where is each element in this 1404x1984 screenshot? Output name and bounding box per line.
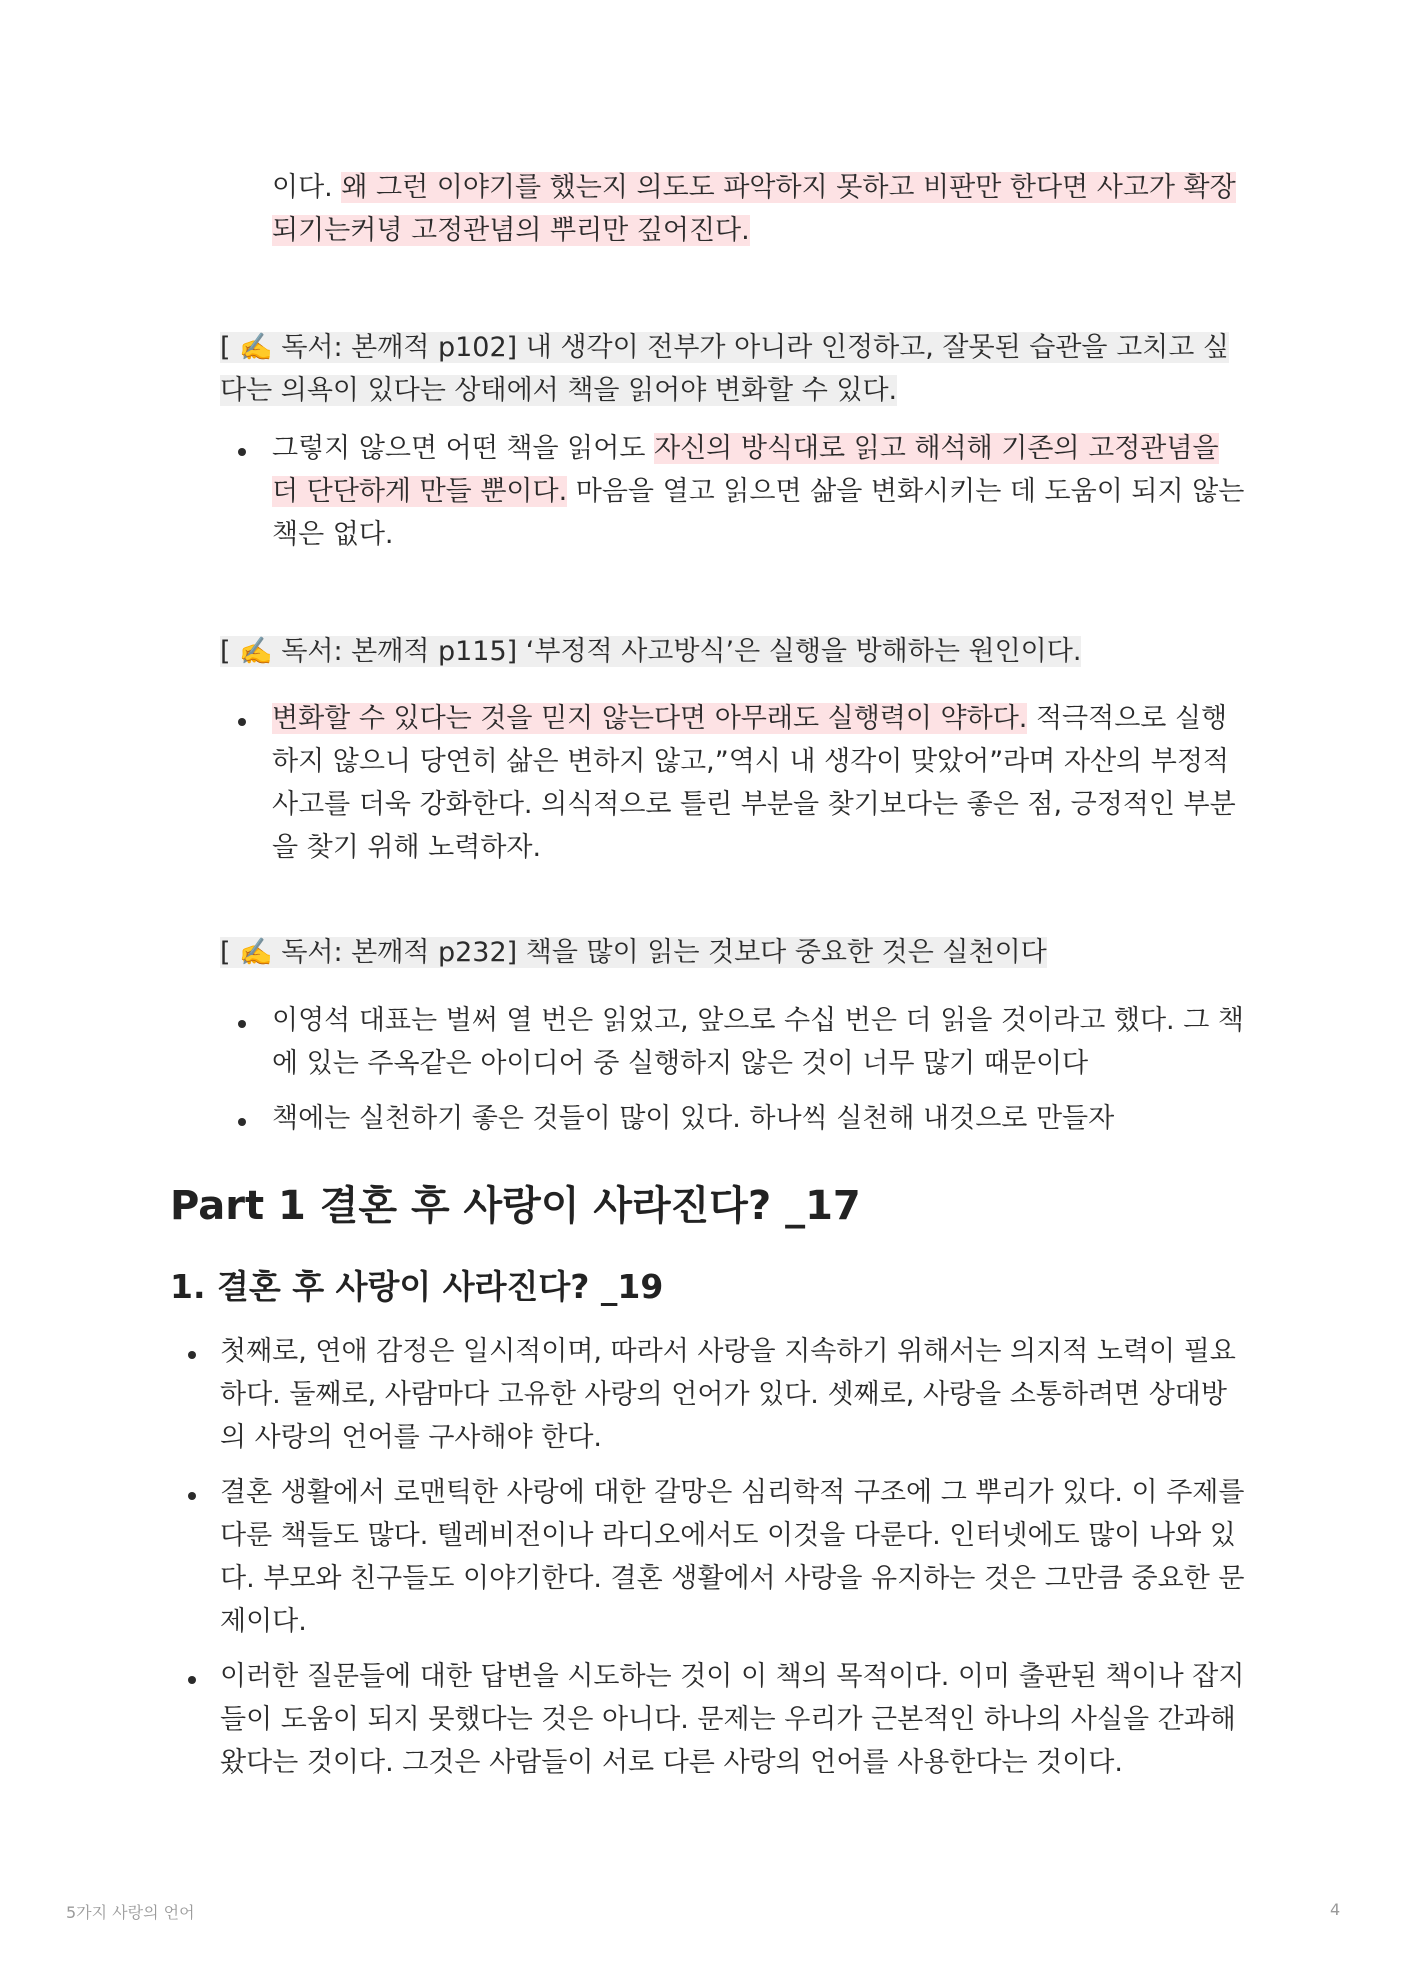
continued-paragraph: 이다. 왜 그런 이야기를 했는지 의도도 파악하지 못하고 비판만 한다면 사고가 확장 되기는커녕 고정관념의 뿌리만 깊어진다. xyxy=(272,172,1236,246)
bullet-dot xyxy=(188,1351,196,1359)
list-item: 이러한 질문들에 대한 답변을 시도하는 것이 이 책의 목적이다. 이미 출판된 책이나 잡지 들이 도움이 되지 못했다는 것은 아니다. 문제는 우리가 근본적인 하나의 사실을 간과해 왔다는 것이다. 그것은 사람들이 서로 다른 사랑의 언어를 사용한다는 것이다. xyxy=(220,1661,1245,1778)
bullet-dot xyxy=(238,1020,246,1028)
list-item: 첫째로, 연애 감정은 일시적이며, 따라서 사랑을 지속하기 위해서는 의지적 노력이 필요 하다. 둘째로, 사람마다 고유한 사랑의 언어가 있다. 셋째로, 사랑을 소통하려면 상대방 의 사랑의 언어를 구사해야 한다. xyxy=(220,1336,1236,1453)
highlight-gray: [ ✍️ 독서: 본깨적 p115] ‘부정적 사고방식’은 실행을 방해하는 원인이다. xyxy=(220,636,1082,667)
reading-note-p102 xyxy=(220,326,1229,412)
list-item: 그렇지 않으면 어떤 책을 읽어도 자신의 방식대로 읽고 해석해 기존의 고정관념을 더 단단하게 만들 뿐이다. 마음을 열고 읽으면 삶을 변화시키는 데 도움이 되지 않는 책은 없다. xyxy=(272,433,1245,550)
section-heading: 1. 결혼 후 사랑이 사라진다? _19 xyxy=(170,1267,664,1306)
page-number: 4 xyxy=(1330,1900,1341,1919)
highlight-pink: 변화할 수 있다는 것을 믿지 않는다면 아무래도 실행력이 약하다. xyxy=(272,703,1028,734)
footer-title: 5가지 사랑의 언어 xyxy=(66,1903,195,1922)
highlight-gray: [ ✍️ 독서: 본깨적 p232] 책을 많이 읽는 것보다 중요한 것은 실천이다 xyxy=(220,937,1047,968)
highlight-gray: [ ✍️ 독서: 본깨적 p102] 내 생각이 전부가 아니라 인정하고, 잘못된 습관을 고치고 싶 xyxy=(220,332,1229,363)
highlight-pink: 왜 그런 이야기를 했는지 의도도 파악하지 못하고 비판만 한다면 사고가 확장 xyxy=(341,172,1236,203)
highlight-pink: 자신의 방식대로 읽고 해석해 기존의 고정관념을 xyxy=(653,433,1219,464)
bullet-dot xyxy=(238,1118,246,1126)
highlight-pink: 되기는커녕 고정관념의 뿌리만 깊어진다. xyxy=(272,215,750,246)
reading-note-p115 xyxy=(220,630,1081,673)
list-item: 이영석 대표는 벌써 열 번은 읽었고, 앞으로 수십 번은 더 읽을 것이라고 했다. 그 책 에 있는 주옥같은 아이디어 중 실행하지 않은 것이 너무 많기 때문이다 xyxy=(272,1005,1244,1079)
list-item: 책에는 실천하기 좋은 것들이 많이 있다. 하나씩 실천해 내것으로 만들자 xyxy=(272,1103,1115,1134)
part-heading: Part 1 결혼 후 사랑이 사라진다? _17 xyxy=(170,1183,861,1229)
bullet-dot xyxy=(238,718,246,726)
highlight-gray: 다는 의욕이 있다는 상태에서 책을 읽어야 변화할 수 있다. xyxy=(220,375,898,406)
bullet-dot xyxy=(188,1492,196,1500)
bullet-dot xyxy=(188,1676,196,1684)
reading-note-p232 xyxy=(220,931,1047,974)
list-item: 결혼 생활에서 로맨틱한 사랑에 대한 갈망은 심리학적 구조에 그 뿌리가 있다. 이 주제를 다룬 책들도 많다. 텔레비전이나 라디오에서도 이것을 다룬다. 인터넷에도 많이 나와 있 다. 부모와 친구들도 이야기한다. 결혼 생활에서 사랑을 유지하는 것은 그만큼 중요한 문 제이다. xyxy=(220,1477,1245,1637)
highlight-pink: 더 단단하게 만들 뿐이다. xyxy=(272,476,568,507)
bullet-dot xyxy=(238,448,246,456)
list-item: 변화할 수 있다는 것을 믿지 않는다면 아무래도 실행력이 약하다. 적극적으로 실행 하지 않으니 당연히 삶은 변하지 않고,”역시 내 생각이 맞았어”라며 자산의 부정적 사고를 더욱 강화한다. 의식적으로 틀린 부분을 찾기보다는 좋은 점, 긍정적인 부분 을 찾기 위해 노력하자. xyxy=(272,703,1236,863)
